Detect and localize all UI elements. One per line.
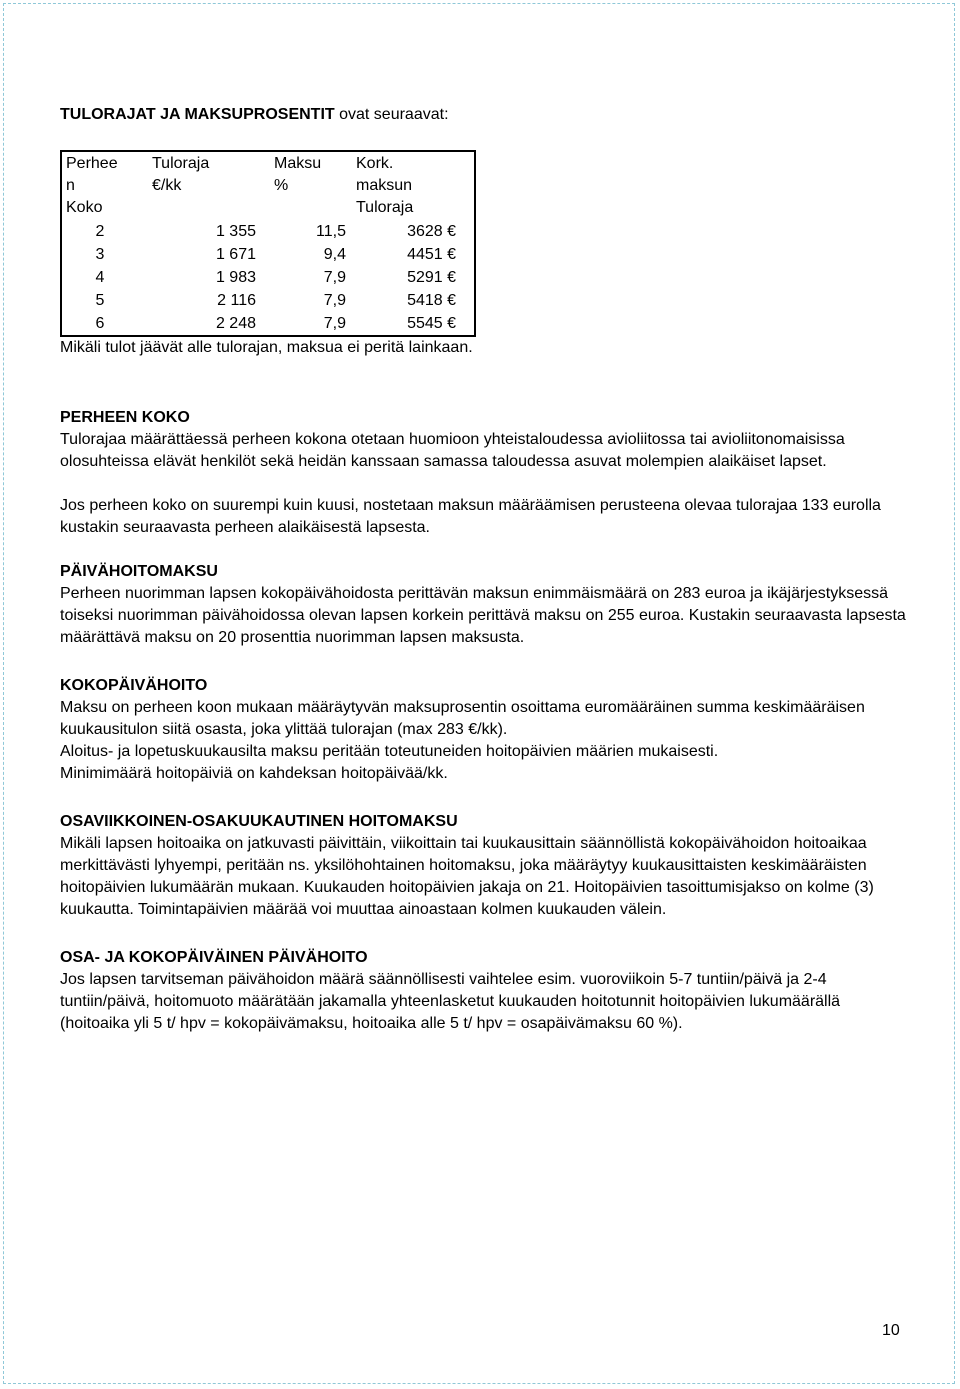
- paragraph: Tulorajaa määrättäessä perheen kokona otetaan huomioon yhteistaloudessa avioliitossa tai avioliitonomaisissa olosuhteissa elävät henkilöt sekä heidän kanssaan samassa taloudessa asuvat molempien alaikäiset lapset.: [60, 431, 845, 470]
- section-perheen-koko: [60, 407, 910, 473]
- section-heading: PERHEEN KOKO: [60, 409, 190, 426]
- section-heading: KOKOPÄIVÄHOITO: [60, 677, 208, 694]
- paragraph: Perheen nuorimman lapsen kokopäivähoidosta perittävän maksun enimmäismäärä on 283 euroa ja ikäjärjestyksessä toiseksi nuorimman päivähoidossa olevan lapsen korkein perittävä maksu on 255 euroa. Kustakin seuraavasta lapsesta määrättävä maksu on 20 prosenttia nuorimman lapsen maksusta.: [60, 585, 906, 646]
- paragraph: Jos lapsen tarvitseman päivähoidon määrä säännöllisesti vaihtelee esim. vuoroviikoin 5-7 tuntiin/päivä ja 2-4 tuntiin/päivä, hoitomuoto määrätään jakamalla yhteenlasketut kuukauden hoitotunnit hoitopäivien lukumäärällä (hoitoaika yli 5 t/ hpv = kokopäivämaksu, hoitoaika alle 5 t/ hpv = osapäivämaksu 60 %).: [60, 971, 841, 1032]
- paragraph: Aloitus- ja lopetuskuukausilta maksu peritään toteutuneiden hoitopäivien määrien mukaisesti.: [60, 743, 719, 760]
- document-body: [60, 104, 910, 1057]
- paragraph: Minimimäärä hoitopäiviä on kahdeksan hoitopäivää/kk.: [60, 765, 448, 782]
- income-limits-table: [60, 150, 476, 337]
- paragraph: Maksu on perheen koon mukaan määräytyvän maksuprosentin osoittama euromääräinen summa keskimääräisen kuukausitulon siitä osasta, joka ylittää tulorajan (max 283 €/kk).: [60, 699, 865, 738]
- section-heading: OSA- JA KOKOPÄIVÄINEN PÄIVÄHOITO: [60, 949, 368, 966]
- paragraph: Mikäli lapsen hoitoaika on jatkuvasti päivittäin, viikoittain tai kuukausittain säännöllistä kokopäivähoidon hoitoaikaa merkittävästi lyhyempi, peritään ns. yksilöhohtainen hoitomaksu, joka määräytyy kuukausittaisten keskimääräisten hoitopäivien lukumäärän mukaan. Kuukauden hoitopäivien jakaja on 21. Hoitopäivien tasoittumisjakso on kolme (3) kuukautta. Toimintapäivien määrää voi muuttaa ainoastaan kolmen kuukauden välein.: [60, 835, 874, 918]
- header-family-size: Perhee n Koko: [66, 155, 118, 216]
- table-row: 3 1 671 9,4 4451 €: [95, 246, 456, 263]
- page-title-rest: ovat seuraavat:: [334, 106, 449, 123]
- paragraph: Jos perheen koko on suurempi kuin kuusi, nostetaan maksun määräämisen perusteena olevaa tulorajaa 133 eurolla kustakin seuraavasta perheen alaikäisestä lapsesta.: [60, 497, 881, 536]
- page-title-bold: TULORAJAT JA MAKSUPROSENTIT: [60, 106, 335, 123]
- table-header-row: [61, 151, 475, 220]
- section-perheen-koko-extra: [60, 495, 910, 539]
- section-heading: PÄIVÄHOITOMAKSU: [60, 563, 218, 580]
- header-income-limit: Tuloraja €/kk: [152, 155, 210, 194]
- table-note: Mikäli tulot jäävät alle tulorajan, maksua ei peritä lainkaan.: [60, 339, 473, 356]
- section-heading: OSAVIIKKOINEN-OSAKUUKAUTINEN HOITOMAKSU: [60, 813, 458, 830]
- section-paivahoitomaksu: [60, 561, 910, 649]
- header-max-fee-income: Kork. maksun Tuloraja: [356, 155, 414, 216]
- table-row: 2 1 355 11,5 3628 €: [95, 223, 456, 240]
- table-row: 6 2 248 7,9 5545 €: [95, 315, 456, 332]
- section-kokopaivahoito: [60, 675, 910, 785]
- section-osa-ja-koko: [60, 947, 910, 1035]
- page-title: [60, 104, 910, 126]
- table-row: 5 2 116 7,9 5418 €: [95, 292, 456, 309]
- page-number: 10: [882, 1322, 900, 1339]
- header-fee-percent: Maksu %: [274, 155, 322, 194]
- table-row: 4 1 983 7,9 5291 €: [95, 269, 456, 286]
- section-osaviikkoinen: [60, 811, 910, 921]
